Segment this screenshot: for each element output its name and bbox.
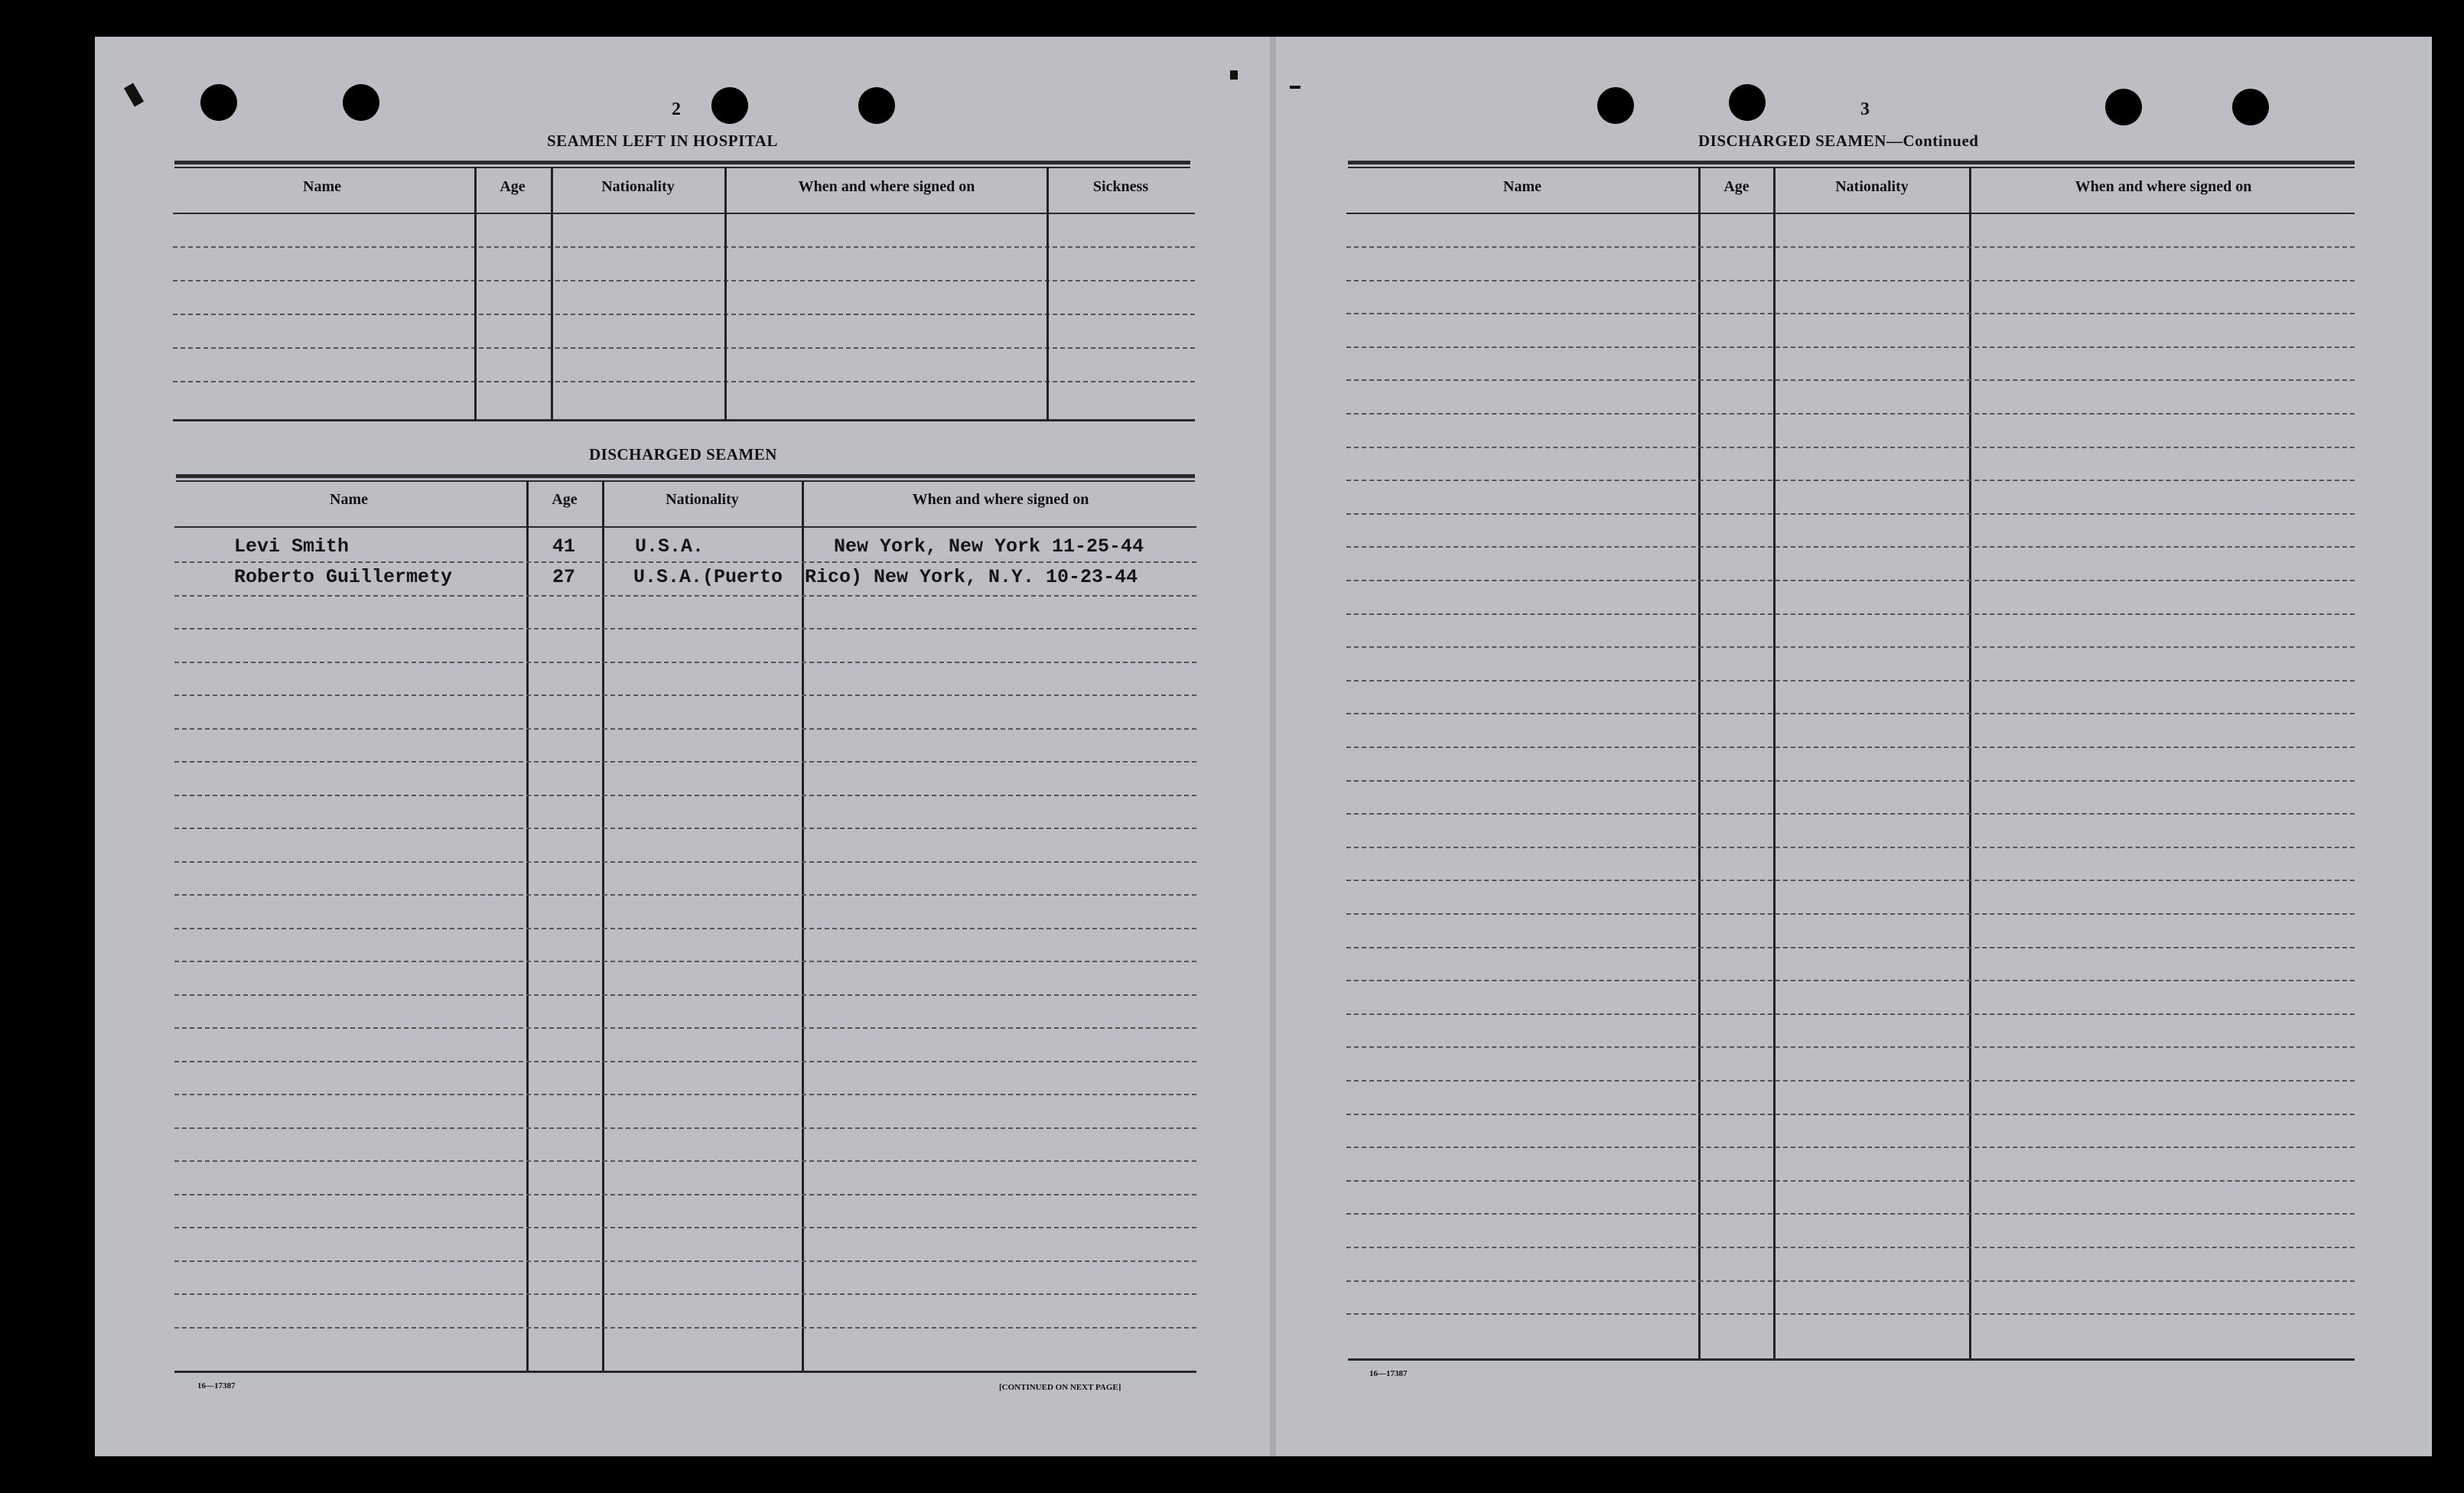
left-page: [95, 37, 1273, 1456]
row-line: [1346, 1247, 2355, 1248]
row-line: [1346, 480, 2355, 481]
row-line: [1346, 1147, 2355, 1148]
row-line: [174, 1293, 1196, 1295]
row-line: [174, 928, 1196, 929]
header-rule: [1346, 213, 2355, 214]
punch-hole: [1729, 84, 1766, 121]
row-line: [174, 1194, 1196, 1195]
column-header-signed-on: When and where signed on: [798, 178, 975, 195]
divider-rule: [174, 167, 1190, 168]
column-header-sickness: Sickness: [1092, 178, 1149, 195]
ink-speck: [1290, 86, 1300, 89]
punch-hole: [711, 87, 748, 124]
column-header-age: Age: [500, 178, 526, 195]
row-line: [174, 1327, 1196, 1329]
column-divider: [802, 480, 804, 1372]
page-fold: [1270, 37, 1276, 1456]
column-divider: [474, 167, 477, 421]
row-line: [1346, 413, 2355, 415]
row-line: [1346, 1213, 2355, 1215]
row-line: [1346, 947, 2355, 948]
row-line: [173, 314, 1195, 315]
punch-hole: [200, 84, 237, 121]
ink-speck: [1230, 70, 1238, 80]
punch-hole: [1597, 87, 1634, 124]
row-line: [1346, 580, 2355, 581]
table-bottom-rule: [173, 419, 1195, 421]
row-line: [173, 381, 1195, 382]
row-line: [1346, 913, 2355, 915]
table-bottom-rule: [174, 1371, 1196, 1373]
row-line: [174, 761, 1196, 763]
row-line: [1346, 813, 2355, 815]
row-line: [174, 561, 1196, 563]
row-line: [1346, 1180, 2355, 1182]
section-title: DISCHARGED SEAMEN: [589, 445, 777, 464]
row-line: [174, 861, 1196, 863]
row-line: [174, 595, 1196, 597]
row-line: [1346, 1013, 2355, 1015]
row-line: [1346, 1080, 2355, 1082]
column-header-nationality: Nationality: [601, 178, 675, 195]
row-line: [174, 1160, 1196, 1162]
row-line: [173, 347, 1195, 349]
row-line: [1346, 513, 2355, 515]
punch-hole: [2105, 89, 2142, 125]
column-header-name: Name: [1503, 178, 1541, 195]
row-line: [1346, 1280, 2355, 1282]
section-title: SEAMEN LEFT IN HOSPITAL: [547, 132, 778, 150]
row-line: [1346, 646, 2355, 648]
row-line: [1346, 280, 2355, 281]
header-rule: [173, 213, 1195, 214]
row-line: [174, 662, 1196, 663]
divider-rule: [1348, 167, 2355, 168]
row-line: [1346, 313, 2355, 314]
page-number: 2: [672, 99, 681, 119]
row-line: [1346, 1114, 2355, 1115]
column-divider: [724, 167, 727, 421]
row-line: [1346, 546, 2355, 548]
divider-rule: [174, 161, 1190, 164]
row-line: [1346, 447, 2355, 448]
row-line: [174, 894, 1196, 896]
form-number: 16—17387: [1369, 1369, 1408, 1378]
row-line: [174, 1260, 1196, 1262]
row-line: [174, 728, 1196, 730]
column-divider: [526, 480, 529, 1372]
column-divider: [602, 480, 604, 1372]
row-line: [1346, 1046, 2355, 1048]
row-line: [1346, 613, 2355, 615]
row-line: [174, 1027, 1196, 1029]
punch-hole: [858, 87, 895, 124]
divider-rule: [1348, 161, 2355, 164]
row-line: [173, 246, 1195, 248]
punch-hole: [343, 84, 379, 121]
row-line: [174, 795, 1196, 796]
column-divider: [1046, 167, 1049, 421]
row-line: [173, 280, 1195, 281]
cell-age: 27: [552, 566, 576, 588]
punch-hole: [2232, 89, 2269, 125]
continued-note: [CONTINUED ON NEXT PAGE]: [999, 1383, 1121, 1392]
column-header-name: Name: [303, 178, 341, 195]
column-header-age: Age: [1723, 178, 1750, 195]
cell-name: Levi Smith: [234, 535, 350, 558]
divider-rule: [176, 474, 1195, 478]
row-line: [174, 1127, 1196, 1129]
row-line: [1346, 680, 2355, 681]
row-line: [1346, 713, 2355, 714]
row-line: [1346, 246, 2355, 248]
row-line: [1346, 880, 2355, 881]
cell-age: 41: [552, 535, 576, 558]
column-header-nationality: Nationality: [666, 491, 739, 508]
column-header-signed-on: When and where signed on: [912, 491, 1089, 508]
column-header-name: Name: [330, 491, 368, 508]
column-header-age: Age: [552, 491, 578, 508]
table-bottom-rule: [1348, 1358, 2355, 1361]
cell-nationality: U.S.A.: [635, 535, 705, 558]
cell-nationality: U.S.A.(Puerto: [633, 566, 783, 588]
row-line: [1346, 346, 2355, 348]
column-header-nationality: Nationality: [1835, 178, 1909, 195]
row-line: [1346, 746, 2355, 748]
row-line: [174, 1061, 1196, 1062]
row-line: [174, 828, 1196, 829]
row-line: [174, 628, 1196, 629]
cell-signed-on: New York, New York 11-25-44: [834, 535, 1144, 558]
divider-rule: [176, 480, 1195, 482]
cell-name: Roberto Guillermety: [234, 566, 453, 588]
row-line: [174, 694, 1196, 696]
row-line: [174, 1094, 1196, 1095]
row-line: [1346, 1313, 2355, 1315]
row-line: [174, 1227, 1196, 1228]
page-number: 3: [1860, 99, 1870, 119]
row-line: [1346, 847, 2355, 848]
header-rule: [174, 526, 1196, 528]
row-line: [174, 994, 1196, 996]
row-line: [1346, 980, 2355, 981]
row-line: [174, 961, 1196, 962]
form-number: 16—17387: [197, 1381, 236, 1391]
cell-signed-on: Rico) New York, N.Y. 10-23-44: [805, 566, 1138, 588]
row-line: [1346, 379, 2355, 381]
column-header-signed-on: When and where signed on: [2075, 178, 2252, 195]
column-divider: [551, 167, 553, 421]
section-title: DISCHARGED SEAMEN—Continued: [1698, 132, 1979, 150]
row-line: [1346, 780, 2355, 782]
